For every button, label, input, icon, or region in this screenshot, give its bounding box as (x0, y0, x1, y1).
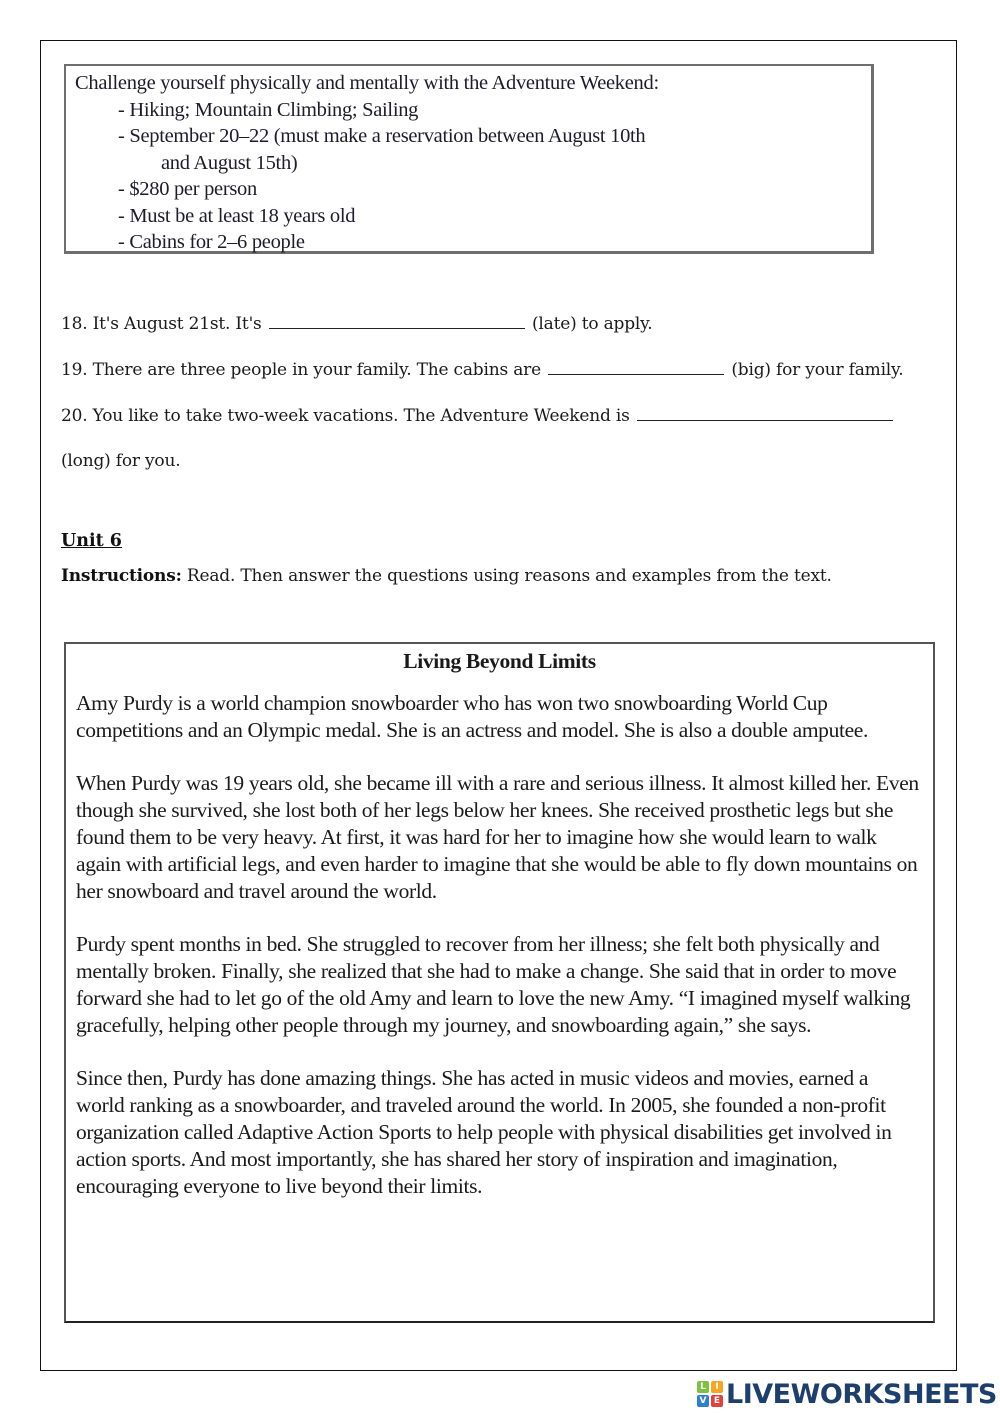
reading-paragraph: When Purdy was 19 years old, she became ill with a rare and serious illness. It almost killed her. Even though she survived, she lost both of her legs below her knees. She received prosthetic legs but she found them to be very heavy. At first, it was hard for her to imagine how she would learn to walk again with artificial legs, and even harder to imagine that she would be able to fly down mountains on her snowboard and travel around the world. (76, 771, 919, 903)
question-text: (long) for you. (61, 451, 181, 471)
logo-text: LIVEWORKSHEETS (726, 1378, 997, 1410)
instructions-label: Instructions: (61, 566, 182, 586)
ad-item: - Cabins for 2–6 people (118, 231, 305, 253)
reading-paragraph: Amy Purdy is a world champion snowboarder who has won two snowboarding World Cup competitions and an Olympic medal. She is an actress and model. She is also a double amputee. (76, 691, 869, 742)
logo-tile: I (711, 1381, 723, 1393)
adventure-weekend-ad (64, 64, 874, 254)
logo-tile: V (697, 1395, 709, 1407)
question-text: You like to take two-week vacations. The Adventure Weekend is (92, 406, 630, 426)
instructions-text: Read. Then answer the questions using reasons and examples from the text. (186, 566, 832, 586)
ad-item: - Hiking; Mountain Climbing; Sailing (118, 98, 419, 121)
ad-item-continuation: and August 15th) (161, 151, 298, 174)
reading-passage (64, 642, 935, 1323)
logo-tile: E (711, 1395, 723, 1407)
question-19 (61, 359, 903, 380)
question-text: There are three people in your family. The cabins are (92, 360, 541, 380)
question-text: (late) to apply. (532, 314, 653, 334)
reading-paragraph: Since then, Purdy has done amazing things. She has acted in music videos and movies, earned a world ranking as a snowboarder, and traveled around the world. In 2005, she founded a non-profit organization called Adaptive Action Sports to help people with physical disabilities get involved in action sports. And most importantly, she has shared her story of inspiration and imagination, encouraging everyone to live beyond their limits. (76, 1066, 892, 1198)
question-text: It's August 21st. It's (92, 314, 262, 334)
logo-tiles-icon (697, 1381, 723, 1407)
ad-item: - $280 per person (118, 178, 257, 200)
ad-item: - September 20–22 (must make a reservation between August 10th (118, 125, 646, 147)
ad-item: - Must be at least 18 years old (118, 204, 356, 227)
question-20-continued (61, 451, 180, 471)
answer-blank-20[interactable] (637, 405, 893, 421)
ad-heading: Challenge yourself physically and mentally with the Adventure Weekend: (75, 72, 659, 94)
reading-title: Living Beyond Limits (403, 649, 596, 673)
question-18 (61, 313, 653, 334)
question-number: 18. (61, 314, 88, 334)
question-text: (big) for your family. (731, 360, 904, 380)
question-number: 20. (61, 406, 88, 426)
reading-paragraph: Purdy spent months in bed. She struggled to recover from her illness; she felt both physically and mentally broken. Finally, she realized that she had to make a change. She said that in order to move forward she had to let go of the old Amy and learn to love the new Amy. “I imagined myself walking gracefully, helping other people through my journey, and snowboarding again,” she says. (76, 932, 911, 1037)
unit-title: Unit 6 (61, 531, 122, 551)
answer-blank-19[interactable] (548, 359, 724, 375)
question-number: 19. (61, 360, 88, 380)
logo-tile: L (697, 1381, 709, 1393)
instructions (61, 566, 832, 586)
answer-blank-18[interactable] (269, 313, 525, 329)
question-20 (61, 405, 895, 426)
liveworksheets-logo[interactable] (697, 1378, 997, 1410)
